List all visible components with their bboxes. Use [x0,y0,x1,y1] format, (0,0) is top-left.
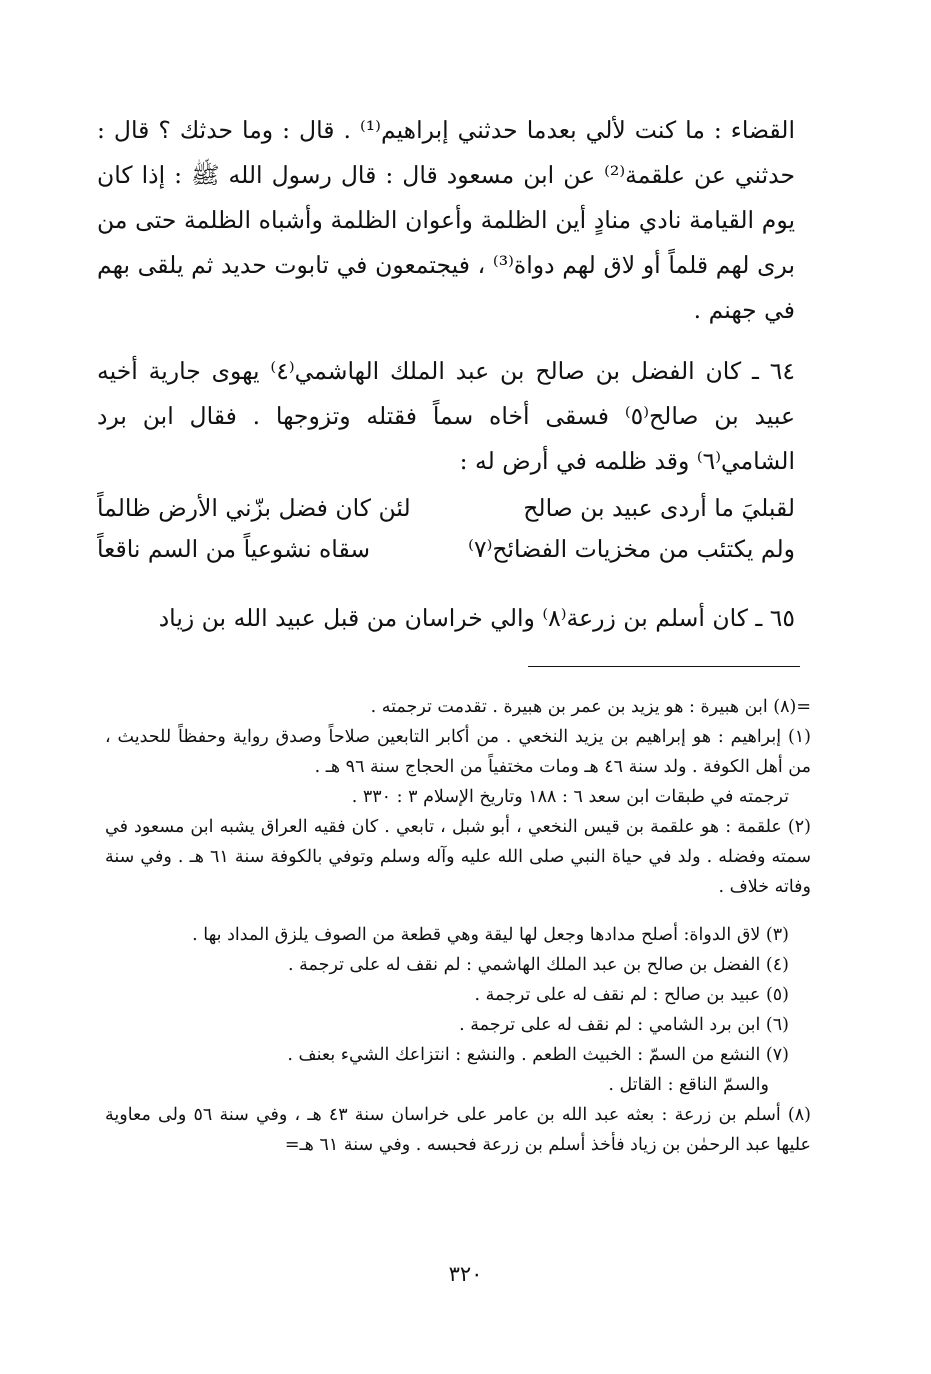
footnote-4: (٤) الفضل بن صالح بن عبد الملك الهاشمي : لم نقف له على ترجمة . [288,955,789,975]
footnote-6: (٦) ابن برد الشامي : لم نقف له على ترجمة . [459,1015,789,1035]
verse-second-hemistich: لئن كان فضل بزّني الأرض ظالماً [97,494,411,522]
main-text [97,108,795,484]
footnote-8: (٨) أسلم بن زرعة : بعثه عبد الله بن عامر على خراسان سنة ٤٣ هـ ، وفي سنة ٥٦ ولى معاوية عليها عبد الرحمٰن بن زياد فأخذ أسلم بن زرعة فحبسه . وفي سنة ٦١ هـ= [105,1105,811,1155]
page-number: ٣٢٠ [448,1262,483,1286]
footnote-7-cont: والسمّ الناقع : القاتل . [608,1075,769,1095]
footnote-group [105,920,811,1160]
footnote-5: (٥) عبيد بن صالح : لم نقف له على ترجمة . [474,985,789,1005]
poem [97,488,795,570]
footnote-3: (٣) لاق الدواة: أصلح مدادها وجعل لها ليقة وهي قطعة من الصوف يلزق المداد بها . [192,925,789,945]
verse-line [97,488,795,529]
footnote-separator [528,666,800,667]
footnotes [105,692,811,1160]
verse-second-hemistich: سقاه نشوعياً من السم ناقعاً [97,535,371,563]
footnote-continued: =(٨) ابن هبيرة : هو يزيد بن عمر بن هبيرة . تقدمت ترجمته . [370,697,811,717]
footnote-7: (٧) النشع من السمّ : الخبيث الطعم . والنشع : انتزاعك الشيء بعنف . [287,1045,789,1065]
verse-first-hemistich: ولم يكتئب من مخزيات الفضائح⁽٧⁾ [468,535,795,563]
entry-64: ٦٤ ـ كان الفضل بن صالح بن عبد الملك الهاشمي⁽٤⁾ يهوى جارية أخيه عبيد بن صالح⁽٥⁾ فسقى أخاه سماً فقتله وتزوجها . فقال ابن برد الشامي⁽٦⁾ وقد ظلمه في أرض له : [97,357,796,475]
verse-line [97,529,795,570]
verse-first-hemistich: لقبليَ ما أردى عبيد بن صالح [523,494,795,522]
entry-65: ٦٥ ـ كان أسلم بن زرعة⁽٨⁾ والي خراسان من قبل عبيد الله بن زياد [158,604,795,632]
footnote-1-source: ترجمته في طبقات ابن سعد ٦ : ١٨٨ وتاريخ الإسلام ٣ : ٣٣٠ . [351,787,789,807]
footnote-1: (١) إبراهيم : هو إبراهيم بن يزيد النخعي . من أكابر التابعين صلاحاً وصدق رواية وحفظاً للحديث ، من أهل الكوفة . ولد سنة ٤٦ هـ ومات مختفياً من الحجاج سنة ٩٦ هـ . [105,727,811,777]
paragraph-hadith: القضاء : ما كنت لألي بعدما حدثني إبراهيم⁽¹⁾ . قال : وما حدثك ؟ قال : حدثني عن علقمة⁽²⁾ عن ابن مسعود قال : قال رسول الله ﷺ : إذا كان يوم القيامة نادي منادٍ أين الظلمة وأعوان الظلمة وأشباه الظلمة حتى من برى لهم قلماً أو لاق لهم دواة⁽³⁾ ، فيجتمعون في تابوت حديد ثم يلقى بهم في جهنم . [97,116,795,324]
footnote-2: (٢) علقمة : هو علقمة بن قيس النخعي ، أبو شبل ، تابعي . كان فقيه العراق يشبه ابن مسعود في سمته وفضله . ولد في حياة النبي صلى الله عليه وآله وسلم وتوفي بالكوفة سنة ٦١ هـ . وفي سنة وفاته خلاف . [105,817,811,897]
